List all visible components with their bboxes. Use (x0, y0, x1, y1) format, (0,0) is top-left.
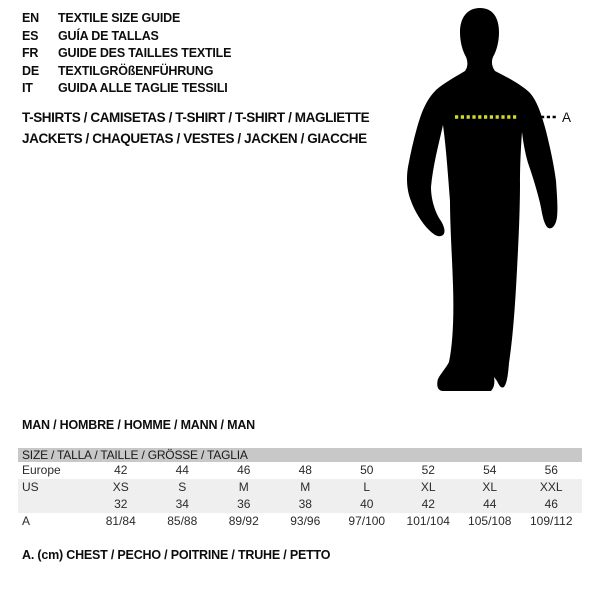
size-value: 44 (483, 497, 497, 511)
size-value: 81/84 (105, 514, 136, 528)
size-value: XS (112, 480, 129, 494)
size-value: 109/112 (530, 514, 573, 528)
size-value: 97/100 (348, 514, 386, 528)
table-row-europe (18, 462, 582, 479)
lang-row-en (22, 10, 231, 28)
size-value: 38 (298, 497, 312, 511)
size-value: L (363, 480, 371, 494)
category-jackets: JACKETS / CHAQUETAS / VESTES / JACKEN / GIACCHE (22, 130, 367, 146)
lang-code: ES (22, 28, 39, 43)
measure-label-a: A (562, 110, 572, 125)
size-table-header: SIZE / TALLA / TAILLE / GRÖSSE / TAGLIA (18, 448, 582, 462)
row-label: Europe (22, 463, 61, 477)
lang-text: TEXTILGRÖßENFÜHRUNG (58, 63, 214, 78)
size-value: 56 (544, 463, 558, 477)
size-value: M (238, 480, 249, 494)
size-value: XL (420, 480, 436, 494)
size-value: 52 (421, 463, 435, 477)
lang-row-de (22, 63, 231, 81)
size-value: 54 (483, 463, 497, 477)
size-table (18, 448, 582, 530)
measurement-footnote: A. (cm) CHEST / PECHO / POITRINE / TRUHE / PETTO (22, 548, 331, 562)
size-value: 42 (114, 463, 128, 477)
size-value: 85/88 (167, 514, 198, 528)
table-row-us (18, 479, 582, 496)
table-row-chest-cm (18, 513, 582, 530)
lang-code: DE (22, 63, 39, 78)
size-value: XL (482, 480, 498, 494)
size-value: 44 (175, 463, 189, 477)
section-title-man: MAN / HOMBRE / HOMME / MANN / MAN (22, 418, 255, 432)
lang-row-es (22, 28, 231, 46)
category-tshirts: T-SHIRTS / CAMISETAS / T-SHIRT / T-SHIRT / MAGLIETTE (22, 110, 370, 125)
lang-text: GUIDA ALLE TAGLIE TESSILI (58, 81, 228, 96)
lang-text: GUIDE DES TAILLES TEXTILE (58, 46, 232, 61)
size-value: 50 (360, 463, 374, 477)
size-value: 46 (237, 463, 251, 477)
man-silhouette-figure (398, 5, 598, 395)
size-value: 105/108 (468, 514, 512, 528)
size-value: 89/92 (228, 514, 259, 528)
size-value: 40 (360, 497, 374, 511)
size-value: 32 (114, 497, 128, 511)
man-silhouette-shape (407, 8, 557, 391)
language-title-block (22, 10, 231, 98)
size-value: 34 (175, 497, 189, 511)
size-value: 101/104 (406, 514, 450, 528)
size-value: 48 (298, 463, 312, 477)
lang-code: FR (22, 46, 39, 61)
size-value: XXL (539, 480, 563, 494)
lang-text: GUÍA DE TALLAS (58, 28, 159, 43)
size-value: M (300, 480, 311, 494)
lang-row-fr (22, 45, 231, 63)
size-value: 46 (544, 497, 558, 511)
size-value: 36 (237, 497, 251, 511)
lang-row-it (22, 80, 231, 98)
lang-code: EN (22, 11, 39, 25)
row-label: US (22, 480, 39, 494)
lang-text: TEXTILE SIZE GUIDE (58, 11, 181, 25)
size-value: S (178, 480, 187, 494)
size-value: 42 (421, 497, 435, 511)
size-value: 93/96 (290, 514, 321, 528)
row-label: A (22, 514, 31, 528)
lang-code: IT (22, 81, 33, 96)
category-block (22, 108, 369, 149)
table-row-us-numeric (18, 496, 582, 513)
